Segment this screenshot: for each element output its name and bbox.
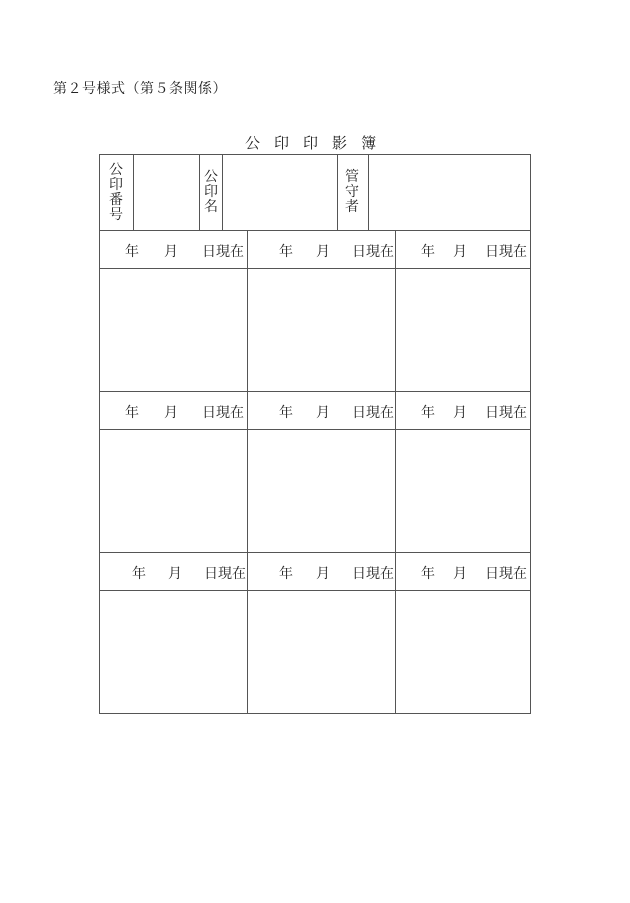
title-char: 印 [274,134,291,152]
seal-number-field[interactable] [134,155,199,230]
title-char: 公 [245,134,262,152]
date-cell[interactable]: 年 月 日現在 [421,405,527,421]
date-cell[interactable]: 年 月 日現在 [279,244,394,260]
seal-impression-cell[interactable] [248,269,395,391]
custodian-field[interactable] [369,155,531,230]
date-cell[interactable]: 年 月 日現在 [125,405,244,421]
seal-register-table [99,154,531,714]
seal-impression-cell[interactable] [100,591,247,713]
date-cell[interactable]: 年 月 日現在 [279,566,394,582]
date-cell[interactable]: 年 月 日現在 [279,405,394,421]
seal-name-label: 公 印 名 [204,169,218,215]
seal-impression-cell[interactable] [396,591,531,713]
seal-impression-cell[interactable] [100,269,247,391]
title-char: 印 [303,134,320,152]
title-char: 影 [332,134,349,152]
page-title [245,132,377,153]
form-number-label: 第２号様式（第５条関係） [53,81,227,97]
date-cell[interactable]: 年 月 日現在 [132,566,246,582]
title-char: 簿 [361,134,378,152]
seal-name-field[interactable] [223,155,337,230]
seal-impression-cell[interactable] [248,430,395,552]
seal-number-label: 公 印 番 号 [109,162,123,223]
seal-impression-cell[interactable] [100,430,247,552]
seal-impression-cell[interactable] [396,269,531,391]
date-cell[interactable]: 年 月 日現在 [125,244,244,260]
seal-impression-cell[interactable] [248,591,395,713]
custodian-label: 管 守 者 [345,169,359,215]
date-cell[interactable]: 年 月 日現在 [421,244,527,260]
date-cell[interactable]: 年 月 日現在 [421,566,527,582]
seal-impression-cell[interactable] [396,430,531,552]
